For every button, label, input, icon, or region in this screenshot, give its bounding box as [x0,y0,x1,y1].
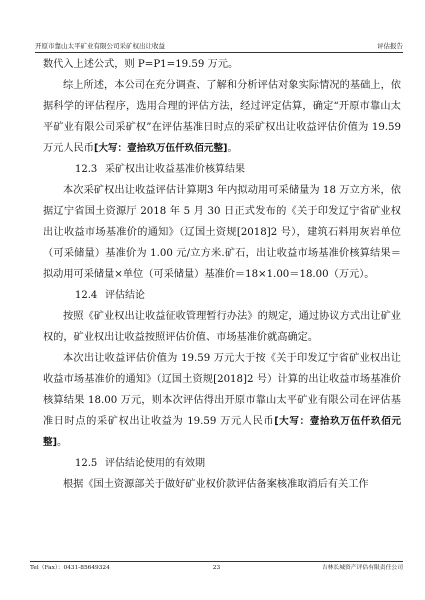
section-title: 采矿权出让收益基准价核算结果 [105,164,245,175]
section-title: 评估结论 [105,290,145,301]
page-header [35,40,403,53]
summary-text: 综上所述，本公司在充分调查、了解和分析评估对象实际情况的基础上，依据科学的评估程序，选用合理的评估方法，经过评定估算，确定“开原市靠山太平矿业有限公司采矿权”在评估基准日时点的采矿权出让收益评估价值为 19.59 万元人民币 [43,80,401,154]
paragraph-conclusion [43,348,401,453]
paragraph-validity: 根据《国土资源部关于做好矿业权价款评估备案核准取消后有关工作 [63,479,369,490]
paragraph-summary [43,75,401,159]
header-title: 开原市靠山太平矿业有限公司采矿权出让收益 [35,42,165,50]
paragraph-benchmark-calculation: 本次采矿权出让收益评估计算期3 年内拟动用可采储量为 18 万立方米，依据辽宁省国土资源厅 2018 年 5 月 30 日正式发布的《关于印发辽宁省矿业权出让收益市场基准价的通知》（辽国土资规[2018]2 号），建筑石料用灰岩单位（可采储量）基准价为 1.00 元/立方米.矿石，出让收益市场基准价核算结果＝拟动用可采储量×单位（可采储量）基准价＝18×1.00＝18.00（万元）。 [43,185,401,280]
conclusion-end: 。 [56,437,68,448]
summary-end: 。 [227,143,238,154]
section-number: 12.4 [75,290,98,301]
footer-contact: Tel（Fax）：0431-85649324 [30,565,110,571]
section-number: 12.3 [75,164,98,175]
section-heading-12-3 [43,159,401,180]
section-heading-12-4 [43,285,401,306]
header-report-label: 评估报告 [377,42,403,50]
page-body [43,54,401,495]
conclusion-amount-uppercase: [大写：壹拾玖万伍仟玖佰元整] [43,416,401,448]
paragraph-formula-result: 数代入上述公式，则 P=P1=19.59 万元。 [43,59,239,70]
footer-company: 吉林长城资产评估有限责任公司 [321,565,403,571]
section-number: 12.5 [75,458,98,469]
conclusion-text: 本次出让收益评估价值为 19.59 万元大于按《关于印发辽宁省矿业权出让收益市场基准价的通知》（辽国土资规[2018]2 号）计算的出让收益市场基准价核算结果 18.00 万元，则本次评估得出开原市靠山太平矿业有限公司在评估基准日时点的采矿权出让收益为 19.59 万元人民币 [43,353,401,427]
page-footer [30,561,403,574]
paragraph-rule: 按照《矿业权出让收益征收管理暂行办法》的规定，通过协议方式出让矿业权的，矿业权出让收益按照评估价值、市场基准价就高确定。 [43,311,401,343]
summary-amount-uppercase: [大写：壹拾玖万伍仟玖佰元整] [93,143,228,154]
page-number: 23 [212,565,221,571]
section-heading-12-5 [43,453,401,474]
section-title: 评估结论使用的有效期 [105,458,205,469]
